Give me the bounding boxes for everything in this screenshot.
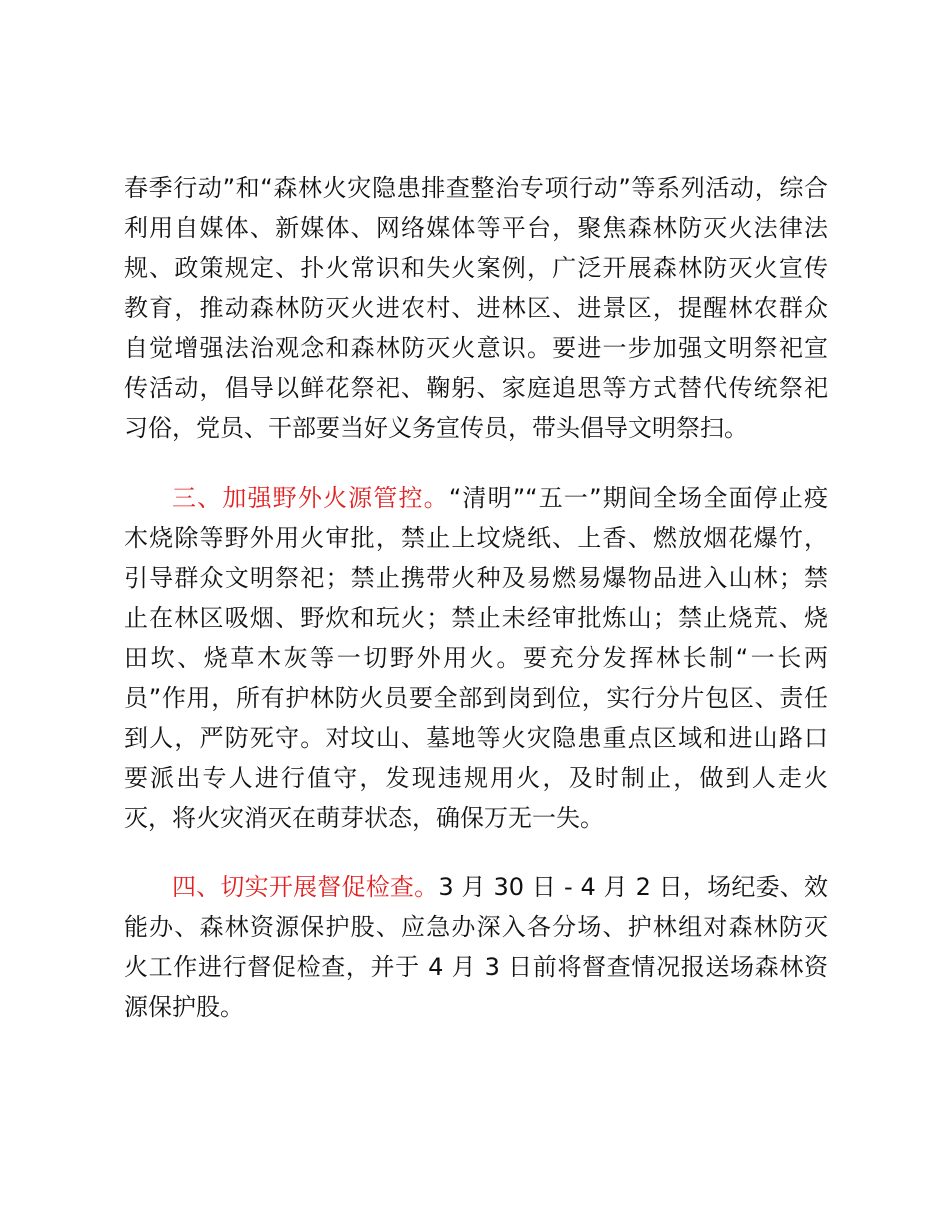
text-line: 习俗，党员、干部要当好义务宣传员，带头倡导文明祭扫。 [124,414,748,442]
paragraph-inspection [124,867,828,1027]
text-line: 止在林区吸烟、野炊和玩火；禁止未经审批炼山；禁止烧荒、烧 [124,604,828,632]
text-line: 灭，将火灾消灭在萌芽状态，确保万无一失。 [124,804,604,832]
text-line: 规、政策规定、扑火常识和失火案例，广泛开展森林防灭火宣传 [124,254,828,282]
paragraph-publicity [124,168,828,448]
text-line: 火工作进行督促检查，并于 4 月 3 日前将督查情况报送场森林资 [124,953,828,981]
text-line: 传活动，倡导以鲜花祭祀、鞠躬、家庭追思等方式替代传统祭祀 [124,374,828,402]
text-line: 源保护股。 [124,993,244,1021]
section-heading: 三、加强野外火源管控。 [172,484,449,512]
text-line: 利用自媒体、新媒体、网络媒体等平台，聚焦森林防灭火法律法 [124,214,828,242]
text-line: 教育，推动森林防灭火进农村、进林区、进景区，提醒林农群众 [124,294,828,322]
text-line: 能办、森林资源保护股、应急办深入各分场、护林组对森林防灭 [124,913,828,941]
heading-rest-text: “清明”“五一”期间全场全面停止疫 [448,484,829,512]
text-line: 员”作用，所有护林防火员要全部到岗到位，实行分片包区、责任 [124,684,828,712]
text-line: 木烧除等野外用火审批，禁止上坟烧纸、上香、燃放烟花爆竹， [124,524,828,552]
paragraph-fire-source-control [124,478,828,838]
document-body [124,168,828,1027]
heading-rest-text: 3 月 30 日 - 4 月 2 日，场纪委、效 [438,873,828,901]
text-line [124,478,828,518]
text-line [124,867,828,907]
text-line: 自觉增强法治观念和森林防灭火意识。要进一步加强文明祭祀宣 [124,334,828,362]
text-line: 要派出专人进行值守，发现违规用火，及时制止，做到人走火 [124,764,828,792]
text-line: 引导群众文明祭祀；禁止携带火种及易燃易爆物品进入山林；禁 [124,564,828,592]
text-line: 春季行动”和“森林火灾隐患排查整治专项行动”等系列活动，综合 [124,174,828,202]
section-heading: 四、切实开展督促检查。 [172,873,439,901]
text-line: 田坎、烧草木灰等一切野外用火。要充分发挥林长制“一长两 [124,644,828,672]
text-line: 到人，严防死守。对坟山、墓地等火灾隐患重点区域和进山路口 [124,724,828,752]
